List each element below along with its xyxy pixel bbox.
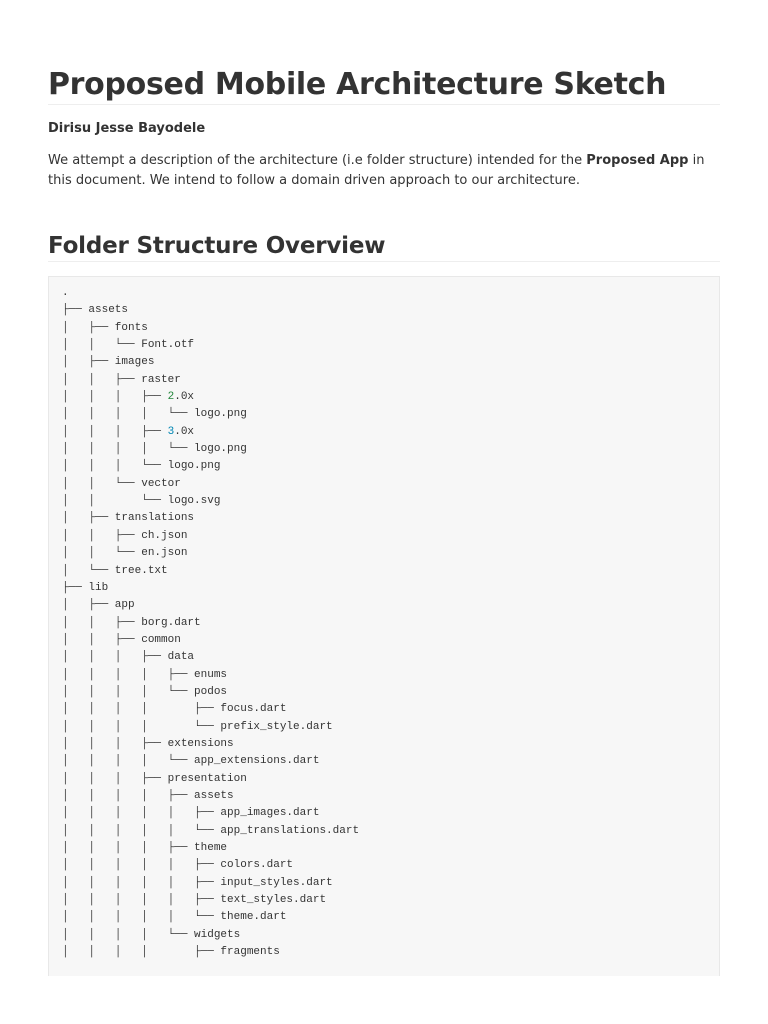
intro-suffix: in this document. We intend to follow a domain driven approach to our architecture. — [48, 153, 705, 188]
tree-line: │ │ │ ├── data — [62, 651, 195, 664]
tree-line: │ │ │ ├── 2.0x — [62, 391, 195, 404]
tree-line: │ │ │ │ │ ├── colors.dart — [62, 859, 294, 872]
tree-line: │ │ └── vector — [62, 477, 181, 490]
tree-line: │ │ ├── ch.json — [62, 529, 188, 542]
tree-line: │ ├── translations — [62, 512, 195, 525]
tree-line: │ │ │ ├── 3.0x — [62, 425, 195, 438]
intro-paragraph — [48, 151, 720, 191]
tree-line: . — [62, 287, 69, 299]
tree-line: │ │ │ │ │ ├── input_styles.dart — [62, 876, 333, 889]
folder-tree-code-block — [48, 276, 720, 976]
tree-line: │ ├── images — [62, 356, 155, 369]
tree-line: │ │ ├── common — [62, 633, 181, 646]
tree-line: │ │ │ │ ├── theme — [62, 842, 228, 854]
tree-line: │ │ │ │ └── widgets — [62, 928, 241, 941]
tree-line: │ │ │ │ ├── focus.dart — [62, 703, 287, 716]
tree-line: │ │ │ │ └── logo.png — [62, 443, 247, 456]
tree-line: │ └── tree.txt — [62, 564, 168, 577]
tree-line: │ │ │ │ ├── assets — [62, 789, 234, 802]
tree-line: │ │ └── en.json — [62, 547, 188, 560]
tree-line: │ │ │ │ └── prefix_style.dart — [62, 720, 333, 733]
tree-line: │ │ │ │ └── app_extensions.dart — [62, 755, 320, 768]
tree-line: │ ├── fonts — [62, 321, 148, 334]
tree-line: │ │ │ ├── extensions — [62, 737, 234, 750]
tree-line: │ │ ├── raster — [62, 373, 181, 386]
tree-line: │ │ │ │ │ ├── app_images.dart — [62, 807, 320, 820]
tree-line: │ │ └── logo.svg — [62, 495, 221, 508]
tree-line: ├── assets — [62, 304, 129, 317]
tree-line: │ │ │ │ │ └── app_translations.dart — [62, 824, 360, 837]
tree-line: │ │ │ │ ├── fragments — [62, 946, 280, 959]
tree-line: │ │ │ └── logo.png — [62, 460, 221, 473]
author-name: Dirisu Jesse Bayodele — [48, 121, 206, 136]
tree-line: │ │ │ │ └── logo.png — [62, 408, 247, 421]
tree-line: │ │ │ │ ├── enums — [62, 668, 228, 681]
intro-prefix: We attempt a description of the architecture (i.e folder structure) intended for the — [48, 153, 587, 168]
tree-line: │ ├── app — [62, 599, 135, 612]
tree-line: │ │ │ │ │ └── theme.dart — [62, 911, 287, 924]
tree-line: │ │ │ │ │ ├── text_styles.dart — [62, 894, 327, 907]
tree-line: │ │ └── Font.otf — [62, 339, 195, 352]
section-title: Folder Structure Overview — [48, 231, 720, 262]
tree-line: ├── lib — [62, 581, 109, 594]
intro-app-name: Proposed App — [586, 153, 689, 168]
tree-line: │ │ ├── borg.dart — [62, 616, 201, 629]
tree-line: │ │ │ ├── presentation — [62, 772, 247, 785]
document-title: Proposed Mobile Architecture Sketch — [48, 0, 720, 105]
tree-line: │ │ │ │ └── podos — [62, 685, 228, 698]
